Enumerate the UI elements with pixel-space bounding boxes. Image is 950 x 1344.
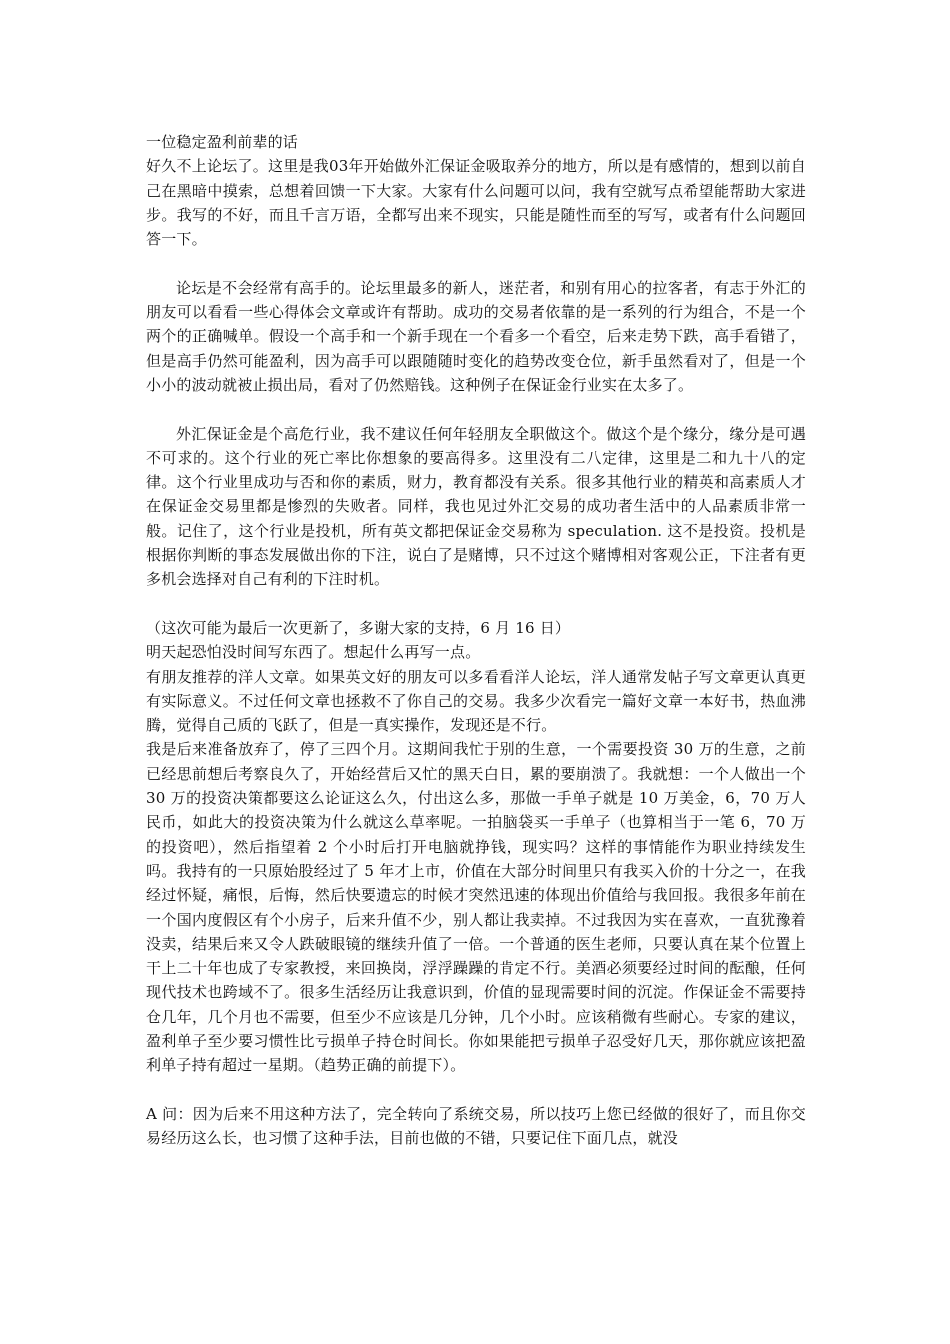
paragraph-intro: 好久不上论坛了。这里是我03年开始做外汇保证金吸取养分的地方，所以是有感情的，想到以前自己在黑暗中摸索，总想着回馈一下大家。大家有什么问题可以问，我有空就写点希望能帮助大家进步。我写的不好，而且千言万语，全都写出来不现实，只能是随性而至的写写，或者有什么问题回答一下。 bbox=[146, 157, 806, 249]
paragraph-gap bbox=[146, 251, 806, 275]
paragraph-update-note: （这次可能为最后一次更新了，多谢大家的支持，6 月 16 日） bbox=[146, 618, 571, 637]
document-title: 一位稳定盈利前辈的话 bbox=[146, 133, 299, 151]
paragraph-forum-experts: 论坛是不会经常有高手的。论坛里最多的新人，迷茫者，和别有用心的拉客者，有志于外汇的朋友可以看看一些心得体会文章或许有帮助。成功的交易者依靠的是一系列的行为组合，不是一个两个的正确喊单。假设一个高手和一个新手现在一个看多一个看空，后来走势下跌，高手看错了，但是高手仍然可能盈利，因为高手可以跟随随时变化的趋势改变仓位，新手虽然看对了，但是一个小小的波动就被止损出局，看对了仍然赔钱。这种例子在保证金行业实在太多了。 bbox=[146, 278, 806, 394]
paragraph-gap bbox=[146, 592, 806, 616]
paragraph-gap bbox=[146, 397, 806, 421]
paragraph-high-risk: 外汇保证金是个高危行业，我不建议任何年轻朋友全职做这个。做这个是个缘分，缘分是可遇不可求的。这个行业的死亡率比你想象的要高得多。这里没有二八定律，这里是二和九十八的定律。这个行业里成功与否和你的素质，财力，教育都没有关系。很多其他行业的精英和高素质人才在保证金交易里都是惨烈的失败者。同样，我也见过外汇交易的成功者生活中的人品素质非常一般。记住了，这个行业是投机，所有英文都把保证金交易称为 speculation. 这不是投资。投机是根据你判断的事态发展做出你的下注，说白了是赌博，只不过这个赌博相对客观公正，下注者有更多机会选择对自己有利的下注时机。 bbox=[146, 424, 806, 589]
paragraph-patience: 我是后来准备放弃了，停了三四个月。这期间我忙于别的生意，一个需要投资 30 万的生意，之前已经思前想后考察良久了，开始经营后又忙的黑天白日，累的要崩溃了。我就想：一个人做出一个 30 万的投资决策都要这么论证这么久，付出这么多，那做一手单子就是 10 万美金，6，70 万人民币，如此大的投资决策为什么就这么草率呢。一拍脑袋买一手单子（也算相当于一笔 6，70 万的投资吧），然后指望着 2 个小时后打开电脑就挣钱，现实吗？这样的事情能作为职业持续发生吗。我持有的一只原始股经过了 5 年才上市，价值在大部分时间里只有我买入价的十分之一，在我经过怀疑，痛恨，后悔，然后快要遗忘的时候才突然迅速的体现出价值给与我回报。我很多年前在一个国内度假区有个小房子，后来升值不少，别人都让我卖掉。不过我因为实在喜欢，一直犹豫着没卖，结果后来又令人跌破眼镜的继续升值了一倍。一个普通的医生老师，只要认真在某个位置上干上二十年也成了专家教授，来回换岗，浮浮躁躁的肯定不行。美酒必须要经过时间的酝酿，任何现代技术也跨域不了。很多生活经历让我意识到，价值的显现需要时间的沉淀。作保证金不需要持仓几年，几个月也不需要，但至少不应该是几分钟，几个小时。应该稍微有些耐心。专家的建议，盈利单子至少要习惯性比亏损单子持仓时间长。你如果能把亏损单子忍受好几天，那你就应该把盈利单子持有超过一星期。（趋势正确的前提下）。 bbox=[146, 740, 806, 1075]
paragraph-foreign-articles: 有朋友推荐的洋人文章。如果英文好的朋友可以多看看洋人论坛，洋人通常发帖子写文章更认真更有实际意义。不过任何文章也拯救不了你自己的交易。我多少次看完一篇好文章一本好书，热血沸腾，觉得自己质的飞跃了，但是一真实操作，发现还是不行。 bbox=[146, 667, 806, 735]
document-page bbox=[146, 130, 806, 1150]
paragraph-question-a: A 问：因为后来不用这种方法了，完全转向了系统交易，所以技巧上您已经做的很好了，而且你交易经历这么长，也习惯了这种手法，目前也做的不错，只要记住下面几点，就没 bbox=[146, 1104, 806, 1148]
paragraph-no-time: 明天起恐怕没时间写东西了。想起什么再写一点。 bbox=[146, 643, 481, 662]
paragraph-gap bbox=[146, 1078, 806, 1102]
